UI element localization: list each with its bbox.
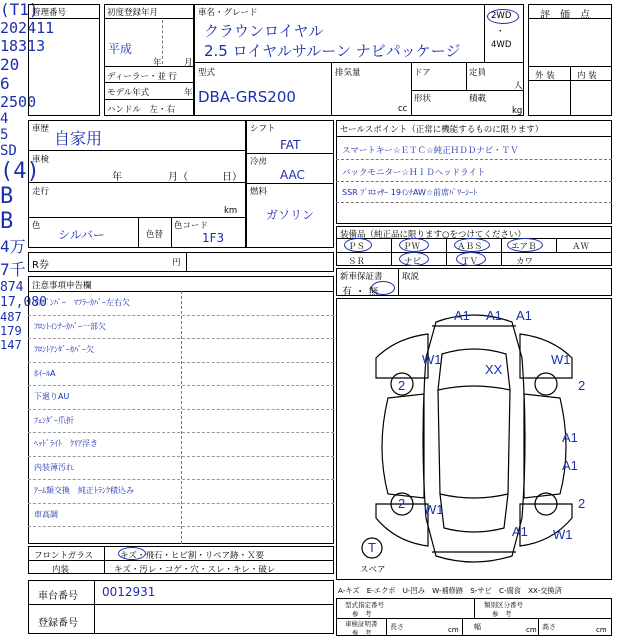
dims-header-right2: 参 考 xyxy=(492,610,512,618)
mark-a1-1: A1 xyxy=(454,308,470,323)
spare-mark: T xyxy=(368,540,376,555)
dims-header-right: 類別区分番号 xyxy=(484,601,523,609)
inspection-day: 日） xyxy=(222,172,242,183)
width-label: 幅 xyxy=(474,623,481,631)
mark-w1-3: W1 xyxy=(424,502,444,517)
mark-w1-2: W1 xyxy=(551,352,571,367)
color: シルバー xyxy=(58,228,105,242)
mileage-sen: 7千 xyxy=(0,260,26,279)
recycle-label: R券 xyxy=(32,260,49,271)
width-value: 179 xyxy=(0,324,22,338)
inspection-label: 車検 xyxy=(32,155,50,165)
equip-tv: ＴＶ xyxy=(461,257,479,267)
equip-leather: カワ xyxy=(516,257,534,267)
usage-label: 車歴 xyxy=(32,124,50,134)
equipment-label: 装備品（純正品に限ります○をつけてください） xyxy=(340,230,526,240)
mark-2-4: 2 xyxy=(398,496,406,511)
mark-xx: XX xyxy=(485,362,503,377)
color-change-label: 色替 xyxy=(146,230,164,240)
damage-legend: A-キズ E-エクボ U-凹み W-補修跡 S-サビ C-腐食 XX-交換済 xyxy=(338,586,562,595)
month-unit: 月 xyxy=(184,58,193,68)
note-item: ﾌﾛﾝﾄｲﾝﾅｰｶﾊﾞｰ一部欠 xyxy=(34,321,106,331)
mark-w1-1: W1 xyxy=(422,352,442,367)
inspection-year: 年 xyxy=(112,172,122,183)
door-label: ドア xyxy=(414,68,431,78)
mark-a1-4: A1 xyxy=(562,430,578,445)
equip-airbag: エアＢ xyxy=(511,242,537,252)
displacement-label: 排気量 xyxy=(335,68,361,78)
fuel: ガソリン xyxy=(266,208,315,222)
mileage-label: 走行 xyxy=(32,187,50,197)
equip-ps: ＰＳ xyxy=(348,242,366,252)
inspection-month: 月（ xyxy=(168,172,188,183)
mark-2-1: 2 xyxy=(398,378,406,393)
shift: FAT xyxy=(280,138,301,152)
shodo-label: 初度登録年月 xyxy=(107,8,159,18)
year-unit: 年 xyxy=(153,58,162,68)
drive-4wd: 4WD xyxy=(491,40,512,50)
drive-dot: ・ xyxy=(496,27,505,37)
color-code-label: 色コード xyxy=(174,221,209,231)
width-unit: cm xyxy=(526,626,537,634)
interior-grade: B xyxy=(0,209,14,234)
model-year-label: モデル年式 xyxy=(107,88,150,98)
dealer-label: ディーラー・並 行 xyxy=(107,72,178,82)
mark-w1-4: W1 xyxy=(553,527,573,542)
load-unit: kg xyxy=(512,106,523,116)
shape-label: 形状 xyxy=(414,94,432,104)
sales-line-1: スマートキー☆ＥＴＣ☆純正ＨＤＤナビ・ＴＶ xyxy=(342,146,519,156)
mileage-unit: km xyxy=(224,206,238,216)
warranty-label: 新車保証書 xyxy=(340,272,383,282)
length-value: 487 xyxy=(0,310,22,324)
recycle-box xyxy=(28,252,334,272)
kanri-label: 管理番号 xyxy=(32,8,67,18)
chassis-no: 0012931 xyxy=(102,585,156,599)
model-year-unit: 年 xyxy=(184,88,193,98)
drive-2wd: 2WD xyxy=(491,11,512,21)
car-name: クラウンロイヤル xyxy=(204,22,324,40)
height-unit: cm xyxy=(596,626,607,634)
handle-label: ハンドル 左・右 xyxy=(107,105,176,115)
equip-abs: ＡＢＳ xyxy=(457,242,483,252)
front-glass-text: キズ・飛石・ヒビ割・リペア跡・Ｘ要 xyxy=(120,551,265,561)
kanri-box xyxy=(28,4,100,116)
mark-a1-2: A1 xyxy=(486,308,502,323)
interior-label: 内 装 xyxy=(577,71,597,81)
mark-a1-3: A1 xyxy=(516,308,532,323)
reg-year: 20 xyxy=(0,55,20,74)
equip-pw: ＰＷ xyxy=(403,242,421,252)
note-item: ｱｰﾑ類交換 純正ﾄﾗﾝｸ積込み xyxy=(34,486,134,495)
reg-month: 6 xyxy=(0,74,10,93)
interior-text-label: 内装 xyxy=(52,565,70,575)
manual-label: 取説 xyxy=(402,272,420,282)
note-item: ﾌﾛﾝﾄｱﾝﾀﾞｰｶﾊﾞｰ欠 xyxy=(34,345,94,354)
capacity-unit: 人 xyxy=(514,81,523,91)
kanri-num1: 202411 xyxy=(0,19,55,37)
equip-sr: ＳＲ xyxy=(348,257,366,267)
shape: SD xyxy=(0,143,17,159)
katashiki: DBA-GRS200 xyxy=(198,88,296,106)
dims-header-left2: 参 考 xyxy=(352,610,372,618)
mileage-rest: 874 xyxy=(0,280,24,295)
fuel-label: 燃料 xyxy=(250,187,268,197)
ref-label: 参 考 xyxy=(352,629,372,637)
note-item: ﾘｱﾊﾞﾝﾊﾟｰ ﾏﾌﾗｰｶﾊﾞｰ左右欠 xyxy=(34,298,130,307)
mark-a1-5: A1 xyxy=(562,458,578,473)
katashiki-label: 型式 xyxy=(198,68,216,78)
mark-2-2: 2 xyxy=(578,378,586,393)
note-item: 車高調 xyxy=(34,509,58,519)
note-item: 内装薄汚れ xyxy=(34,462,74,472)
score: (4) xyxy=(0,159,40,184)
sales-line-3: SSR ﾌﾟﾛｴｯｻｰ 19ｲﾝﾁAW☆前席ﾊﾟﾜｰｼｰﾄ xyxy=(342,188,478,197)
sales-label: セールスポイント（正常に機能するものに限ります） xyxy=(340,125,544,135)
equip-navi: ナビ xyxy=(404,257,422,267)
height-label: 高さ xyxy=(542,623,556,631)
cert-label: 車検証明書 xyxy=(345,620,378,628)
sales-line-2: バックモニター☆ＨＩＤヘッドライト xyxy=(342,168,486,178)
era: 平成 xyxy=(108,42,133,56)
name-label: 車名・グレード xyxy=(198,8,258,18)
color-code: 1F3 xyxy=(202,231,225,245)
dims-header-left: 型式指定番号 xyxy=(345,601,384,609)
mark-a1-6: A1 xyxy=(512,524,528,539)
recycle-unit: 円 xyxy=(172,258,181,268)
front-glass-label: フロントガラス xyxy=(34,551,93,561)
usage: 自家用 xyxy=(54,129,103,148)
equip-aw: ＡＷ xyxy=(572,242,590,252)
spare-label: スペア xyxy=(360,565,386,575)
color-label: 色 xyxy=(32,221,41,231)
length-unit: cm xyxy=(448,626,459,634)
warranty-value: 有 ・ 無 xyxy=(342,287,379,298)
note-item: ﾌｪﾝﾀﾞｰ爪折 xyxy=(34,415,74,425)
displacement-unit: cc xyxy=(398,104,408,114)
note-item: 下廻りAU xyxy=(34,392,70,401)
shift-label: シフト xyxy=(250,124,276,134)
notes-label: 注意事項申告欄 xyxy=(32,281,92,291)
chassis-label: 車台番号 xyxy=(38,591,78,602)
kanri-t: (T1) xyxy=(0,0,39,19)
door: 4 xyxy=(0,111,9,127)
note-item: ﾎｲｰﾙA xyxy=(34,368,56,378)
height-value: 147 xyxy=(0,338,22,352)
note-item: ﾍｯﾄﾞﾗｲﾄ ｸﾘｱ浮き xyxy=(34,439,98,448)
reg-label: 登録番号 xyxy=(38,618,78,629)
kanri-num2: 18313 xyxy=(0,37,46,55)
aircon-label: 冷房 xyxy=(250,157,268,167)
aircon: AAC xyxy=(280,168,305,182)
exterior-label: 外 装 xyxy=(535,71,555,81)
interior-text: キズ・汚レ・コゲ・穴・スレ・キレ・破レ xyxy=(114,565,276,575)
recycle-amount: 17,080 xyxy=(0,295,47,310)
capacity-label: 定員 xyxy=(469,68,487,78)
mark-2-3: 2 xyxy=(578,496,586,511)
grade: 2.5 ロイヤルサルーン ナビパッケージ xyxy=(204,42,461,60)
load-label: 積載 xyxy=(469,94,487,104)
length-label: 長さ xyxy=(390,623,404,631)
displacement: 2500 xyxy=(0,93,37,111)
score-label: 評 価 点 xyxy=(540,10,590,21)
exterior-grade: B xyxy=(0,184,14,209)
capacity: 5 xyxy=(0,127,9,143)
mileage-man: 4万 xyxy=(0,237,26,256)
